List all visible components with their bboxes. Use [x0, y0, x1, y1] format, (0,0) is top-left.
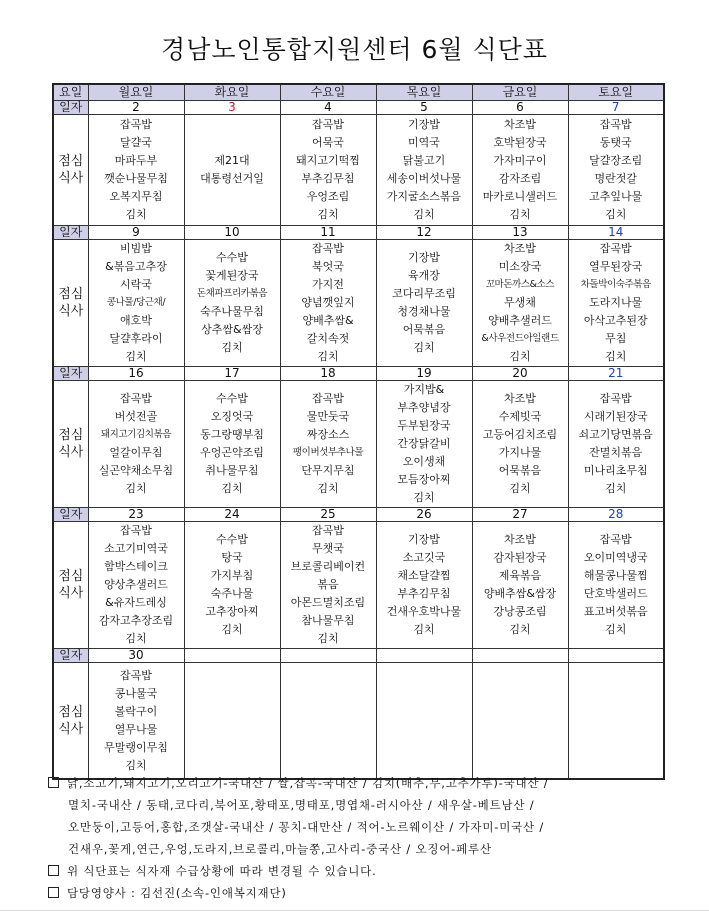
menu-item: 두부된장국 — [397, 419, 451, 432]
menu-item: 대통령선거일 — [200, 172, 264, 185]
menu-item: 제21대 — [214, 154, 250, 167]
date-cell — [472, 649, 568, 663]
meal-label-line: 식사 — [58, 586, 84, 601]
menu-item: 참나물무침 — [301, 614, 355, 627]
menu-item: 김치 — [413, 491, 435, 504]
note-origin-4: 건새우,꽃게,연근,우엉,도라지,브로콜리,마늘쫑,고사리-중국산 / 오징어-페루산 — [68, 842, 492, 856]
menu-item: 달걀장조림 — [589, 154, 643, 167]
menu-cell — [472, 663, 568, 780]
menu-item: 해물콩나물찜 — [583, 569, 648, 582]
menu-item: 꽃게된장국 — [205, 269, 259, 282]
menu-item: 김치 — [317, 482, 339, 495]
date-cell: 14 — [568, 226, 664, 240]
date-cell: 24 — [184, 508, 280, 522]
date-cell: 5 — [376, 101, 472, 115]
menu-item: 닭불고기 — [402, 154, 446, 167]
notes-section — [48, 772, 688, 904]
menu-cell — [376, 240, 472, 367]
menu-item: 돈채파프리카볶음 — [196, 288, 268, 299]
menu-item: 짜장소스 — [306, 428, 350, 441]
menu-item: 강낭콩조림 — [493, 605, 547, 618]
menu-item: 숙주나물 — [210, 587, 254, 600]
menu-item: 부추김무침 — [301, 172, 355, 185]
menu-cell — [376, 663, 472, 780]
note-origin-3: 오만둥이,고등어,홍합,조갯살-국내산 / 꽁치-대만산 / 적어-노르웨이산 / 가자미-미국산 / — [68, 820, 545, 834]
menu-item: 탕국 — [221, 551, 243, 564]
menu-item: 어묵볶음 — [402, 323, 446, 336]
meal-row-label — [53, 240, 88, 367]
date-cell: 2 — [88, 101, 184, 115]
menu-item: 무말랭이무침 — [104, 740, 168, 754]
date-cell: 27 — [472, 508, 568, 522]
menu-item: 숙주나물무침 — [200, 305, 264, 318]
menu-item: 오징엇국 — [210, 410, 254, 423]
menu-item: 팽이버섯부추나물 — [292, 447, 364, 458]
menu-item: 돼지고기떡찜 — [296, 154, 360, 167]
menu-item: 김치 — [509, 208, 531, 221]
menu-item: 제육볶음 — [498, 569, 542, 582]
menu-cell — [184, 663, 280, 780]
meal-label-line: 점심 — [58, 287, 84, 302]
menu-cell — [184, 115, 280, 226]
meal-row-label — [53, 115, 88, 226]
menu-item: 차조밥 — [504, 242, 536, 255]
meal-label-line: 점심 — [58, 569, 84, 584]
meal-row — [53, 522, 664, 649]
date-row — [53, 101, 664, 115]
date-cell: 4 — [280, 101, 376, 115]
menu-item: 김치 — [509, 350, 531, 363]
meal-row-label — [53, 381, 88, 508]
meal-label-line: 점심 — [58, 154, 84, 169]
menu-item: 비빔밥 — [120, 242, 152, 255]
menu-item: 기장밥 — [408, 251, 440, 264]
menu-item: 잡곡밥 — [599, 533, 632, 546]
menu-item: 무침 — [605, 332, 627, 345]
date-cell — [568, 649, 664, 663]
menu-item: 시락국 — [120, 278, 152, 291]
menu-item: 육개장 — [408, 269, 440, 282]
date-cell — [376, 649, 472, 663]
date-cell — [280, 649, 376, 663]
menu-item: 기장밥 — [408, 118, 440, 131]
menu-item: 열무나물 — [114, 722, 158, 736]
menu-item: 마카로니샐러드 — [482, 190, 558, 203]
menu-item: 김치 — [413, 208, 435, 221]
menu-item: 얼갈이무침 — [109, 446, 163, 459]
menu-item: 우엉곤약조림 — [200, 446, 264, 459]
menu-item: 달걀국 — [120, 136, 152, 149]
note-dietitian: 담당영양사 : 김선진(소속-인애복지재단) — [48, 882, 688, 904]
menu-item: 미소장국 — [498, 260, 542, 273]
menu-cell — [568, 115, 664, 226]
menu-item: 수수밥 — [216, 251, 248, 264]
menu-item: 단호박샐러드 — [583, 587, 648, 600]
menu-item: 가지부침 — [210, 569, 254, 582]
date-cell: 10 — [184, 226, 280, 240]
menu-item: 오이미역냉국 — [583, 551, 648, 564]
menu-item: 양배추쌈& — [302, 314, 354, 327]
menu-item: 차돌박이숙주볶음 — [580, 279, 651, 290]
menu-item: 김치 — [509, 482, 531, 495]
weekday-fri: 금요일 — [472, 84, 568, 101]
menu-item: 김치 — [317, 208, 339, 221]
menu-item: 채소달걀찜 — [397, 569, 451, 582]
menu-item: 김치 — [125, 632, 147, 645]
date-row — [53, 226, 664, 240]
date-cell: 20 — [472, 367, 568, 381]
menu-item: 동탯국 — [599, 136, 632, 149]
menu-item: 쇠고기당면볶음 — [578, 428, 653, 441]
menu-item: 건새우호박나물 — [386, 605, 462, 618]
menu-item: 오복지무침 — [109, 190, 163, 203]
menu-cell — [376, 381, 472, 508]
date-row-label: 일자 — [53, 226, 88, 240]
checkbox-bullet-icon — [48, 865, 59, 876]
menu-cell — [472, 240, 568, 367]
menu-item: 코다리무조림 — [392, 287, 456, 300]
checkbox-bullet-icon — [48, 777, 59, 788]
date-cell: 13 — [472, 226, 568, 240]
menu-item: 동그랑땡부침 — [200, 428, 264, 441]
menu-item: 함박스테이크 — [104, 560, 168, 573]
menu-item: 양상추샐러드 — [104, 578, 168, 591]
menu-item: 갈치속젓 — [306, 332, 350, 345]
menu-item: 간장닭갈비 — [397, 437, 451, 450]
date-cell: 6 — [472, 101, 568, 115]
menu-item: 수수밥 — [216, 533, 248, 546]
note-origin-1: 닭,소고기,돼지고기,오리고기-국내산 / 쌀,잡곡-국내산 / 김치(배추,무,고추가루)-국내산 / — [48, 772, 688, 794]
date-cell: 28 — [568, 508, 664, 522]
date-cell: 23 — [88, 508, 184, 522]
menu-item: 북엇국 — [312, 260, 344, 273]
menu-item: 미나리초무침 — [583, 464, 648, 477]
menu-item: 가지굴소스볶음 — [386, 190, 462, 203]
menu-item: &볶음고추장 — [105, 260, 167, 273]
menu-cell — [376, 522, 472, 649]
date-cell: 21 — [568, 367, 664, 381]
menu-cell — [472, 381, 568, 508]
date-cell: 25 — [280, 508, 376, 522]
menu-item: 마파두부 — [114, 154, 158, 167]
menu-item: 김치 — [509, 623, 531, 636]
menu-item: 아몬드멸치조림 — [290, 596, 366, 609]
menu-item: 부추양념장 — [397, 401, 451, 414]
menu-item: 가지전 — [312, 278, 344, 291]
menu-item: 양념깻잎지 — [301, 296, 355, 309]
menu-item: 콩나물/당근채/ — [106, 297, 166, 308]
menu-item: 브로콜리베이컨 — [290, 560, 366, 573]
menu-cell — [568, 381, 664, 508]
weekday-sat: 토요일 — [568, 84, 664, 101]
date-row — [53, 508, 664, 522]
date-cell: 3 — [184, 101, 280, 115]
menu-item: 잔멸치볶음 — [589, 446, 643, 459]
meal-row — [53, 381, 664, 508]
menu-cell — [472, 522, 568, 649]
meal-row — [53, 240, 664, 367]
menu-item: 김치 — [125, 208, 147, 221]
menu-item: 수제빗국 — [498, 410, 542, 423]
meal-row — [53, 115, 664, 226]
menu-cell — [88, 240, 184, 367]
menu-cell — [280, 522, 376, 649]
date-row-label: 일자 — [53, 367, 88, 381]
date-row-label: 일자 — [53, 649, 88, 663]
date-row — [53, 649, 664, 663]
menu-cell — [568, 240, 664, 367]
menu-item: 김치 — [413, 623, 435, 636]
menu-item: 애호박 — [120, 314, 152, 327]
menu-item: 고등어김치조림 — [482, 428, 558, 441]
menu-item: 차조밥 — [504, 118, 536, 131]
menu-cell — [88, 522, 184, 649]
date-cell: 9 — [88, 226, 184, 240]
menu-item: 감자된장국 — [493, 551, 547, 564]
menu-cell — [88, 381, 184, 508]
date-cell: 17 — [184, 367, 280, 381]
menu-item: 단무지무침 — [301, 464, 355, 477]
date-row-label: 일자 — [53, 101, 88, 115]
menu-cell — [472, 115, 568, 226]
menu-cell — [88, 115, 184, 226]
menu-item: 감자고추장조림 — [98, 614, 174, 627]
menu-cell — [184, 381, 280, 508]
menu-cell — [280, 240, 376, 367]
weekday-wed: 수요일 — [280, 84, 376, 101]
note-origin-2: 멸치-국내산 / 동태,코다리,북어포,황태포,명태포,명엽채-러시아산 / 새우살-베트남산 / — [68, 798, 535, 812]
menu-cell — [184, 240, 280, 367]
menu-cell — [568, 522, 664, 649]
menu-item: 명란젓갈 — [594, 172, 637, 185]
menu-item: &사우전드아일랜드 — [481, 333, 559, 344]
menu-item: 열무된장국 — [589, 260, 643, 273]
menu-item: 미역국 — [408, 136, 440, 149]
menu-item: 잡곡밥 — [312, 242, 344, 255]
menu-item: 호박된장국 — [493, 136, 547, 149]
menu-item: 청경채나물 — [397, 305, 451, 318]
menu-item: 모듬장아찌 — [397, 473, 451, 486]
menu-item: 김치 — [125, 350, 147, 363]
menu-item: 김치 — [413, 341, 435, 354]
menu-cell — [376, 115, 472, 226]
meal-label-line: 점심 — [58, 428, 84, 443]
menu-item: 김치 — [605, 482, 627, 495]
weekday-corner-label: 요일 — [53, 84, 88, 101]
menu-item: 잡곡밥 — [120, 524, 152, 537]
menu-item: 어묵볶음 — [498, 464, 542, 477]
menu-item: 버섯전골 — [114, 410, 158, 423]
menu-cell — [280, 663, 376, 780]
menu-item: 잡곡밥 — [312, 524, 344, 537]
date-cell: 16 — [88, 367, 184, 381]
menu-item: 가지밥& — [403, 383, 445, 396]
menu-item: 수수밥 — [216, 392, 248, 405]
date-cell: 18 — [280, 367, 376, 381]
menu-item: 표고버섯볶음 — [583, 605, 648, 618]
menu-item: 양배추쌈&쌈장 — [483, 587, 557, 600]
menu-item: 물만둣국 — [306, 410, 350, 423]
menu-item: 상추쌈&쌈장 — [201, 323, 263, 336]
date-cell: 11 — [280, 226, 376, 240]
menu-item: 무챗국 — [312, 542, 344, 555]
menu-item: 가지나물 — [498, 446, 542, 459]
menu-table — [52, 83, 665, 780]
menu-item: 잡곡밥 — [312, 392, 344, 405]
menu-item: 김치 — [605, 208, 627, 221]
menu-item: 실곤약채소무침 — [98, 464, 174, 477]
menu-item: 양배추샐러드 — [488, 314, 552, 327]
menu-cell — [88, 663, 184, 780]
menu-item: 세송이버섯나물 — [386, 172, 462, 185]
page-title: 경남노인통합지원센터 6월 식단표 — [161, 35, 548, 64]
meal-label-line: 식사 — [58, 171, 84, 186]
menu-item: 오이생채 — [402, 455, 446, 468]
meal-row-label — [53, 522, 88, 649]
menu-item: 감자조림 — [498, 172, 542, 185]
menu-item: 차조밥 — [504, 392, 536, 405]
meal-row-label — [53, 663, 88, 780]
menu-item: 김치 — [125, 482, 147, 495]
menu-item: 기장밥 — [408, 533, 440, 546]
weekday-mon: 월요일 — [88, 84, 184, 101]
meal-label-line: 식사 — [58, 445, 84, 460]
menu-item: 부추김무침 — [397, 587, 451, 600]
weekday-tue: 화요일 — [184, 84, 280, 101]
menu-item: 고추잎나물 — [589, 190, 643, 203]
date-row — [53, 367, 664, 381]
menu-item: 우엉조림 — [306, 190, 350, 203]
menu-item: 볼락구이 — [114, 704, 158, 718]
menu-cell — [184, 522, 280, 649]
menu-cell — [280, 381, 376, 508]
menu-item: 김치 — [221, 341, 243, 354]
menu-item: 가자미구이 — [493, 154, 547, 167]
menu-item: 잡곡밥 — [599, 242, 632, 255]
weekday-thu: 목요일 — [376, 84, 472, 101]
menu-item: 김치 — [221, 623, 243, 636]
menu-item: 김치 — [317, 350, 339, 363]
date-cell — [184, 649, 280, 663]
menu-item: 소고기미역국 — [104, 542, 168, 555]
menu-item: 잡곡밥 — [599, 118, 632, 131]
checkbox-bullet-icon — [48, 887, 59, 898]
menu-item: 김치 — [221, 482, 243, 495]
date-cell: 30 — [88, 649, 184, 663]
date-cell: 26 — [376, 508, 472, 522]
menu-item: 달걀후라이 — [109, 332, 163, 345]
weekday-header-row — [53, 84, 664, 101]
menu-item: &유자드레싱 — [105, 596, 167, 609]
date-cell: 12 — [376, 226, 472, 240]
date-row-label: 일자 — [53, 508, 88, 522]
meal-row — [53, 663, 664, 780]
menu-item: 시래기된장국 — [583, 410, 648, 423]
menu-item: 고추장아찌 — [205, 605, 259, 618]
menu-item: 잡곡밥 — [312, 118, 344, 131]
menu-item: 잡곡밥 — [120, 668, 152, 682]
menu-item: 잡곡밥 — [120, 392, 152, 405]
meal-label-line: 식사 — [58, 721, 84, 737]
menu-item: 볶음 — [317, 578, 339, 591]
date-cell: 19 — [376, 367, 472, 381]
menu-item: 김치 — [605, 623, 627, 636]
menu-item: 취나물무침 — [205, 464, 259, 477]
page-bottom-divider — [0, 910, 709, 911]
menu-item: 돼지고기김치볶음 — [100, 429, 172, 440]
menu-item: 무생채 — [504, 296, 536, 309]
menu-item: 잡곡밥 — [120, 118, 152, 131]
menu-item: 콩나물국 — [114, 686, 158, 700]
menu-item: 깻순나물무침 — [104, 172, 168, 185]
meal-label-line: 점심 — [58, 704, 84, 720]
note-change-notice: 위 식단표는 식자재 수급상황에 따라 변경될 수 있습니다. — [48, 860, 688, 882]
menu-item: 차조밥 — [504, 533, 536, 546]
menu-item: 도라지나물 — [589, 296, 643, 309]
menu-item: 김치 — [317, 632, 339, 645]
menu-cell — [280, 115, 376, 226]
menu-item: 아삭고추된장 — [583, 314, 648, 327]
menu-item: 김치 — [125, 758, 147, 772]
date-cell: 7 — [568, 101, 664, 115]
menu-cell — [568, 663, 664, 780]
menu-item: 소고깃국 — [402, 551, 446, 564]
menu-item: 어묵국 — [312, 136, 344, 149]
menu-item: 꼬마돈까스&소스 — [485, 279, 555, 290]
menu-item: 잡곡밥 — [599, 392, 632, 405]
menu-item: 김치 — [605, 350, 627, 363]
meal-label-line: 식사 — [58, 304, 84, 319]
